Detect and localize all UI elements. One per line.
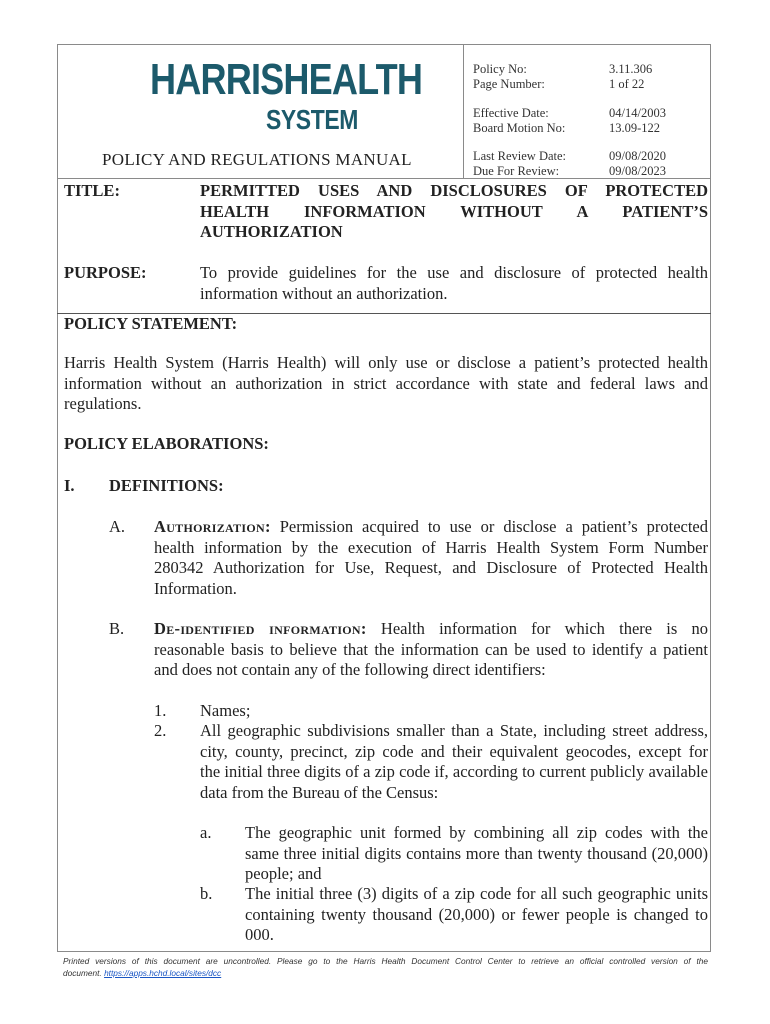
sub-a-line: same three initial digits contains more than twenty thousand (20,000) bbox=[245, 843, 708, 863]
policy-no-label: Policy No: bbox=[473, 62, 527, 76]
section-title: DEFINITIONS: bbox=[109, 476, 224, 495]
policy-no-value: 3.11.306 bbox=[609, 62, 653, 76]
due-review-label: Due For Review: bbox=[473, 164, 560, 178]
def-b-line: and does not contain any of the following direct identifiers: bbox=[154, 660, 546, 679]
def-a-term: Authorization: bbox=[154, 517, 271, 536]
def-b-line-1: De-identified information: Health information for which there is no bbox=[154, 619, 709, 638]
def-b-line: reasonable basis to believe that the information can be used to identify a patient bbox=[154, 639, 708, 659]
header-divider bbox=[463, 44, 464, 178]
footer-disclaimer bbox=[63, 955, 708, 979]
policy-elaborations-heading: POLICY ELABORATIONS: bbox=[64, 434, 269, 453]
item-2-line: All geographic subdivisions smaller than a State, including street address, bbox=[200, 721, 708, 740]
item-2-line: city, county, precinct, zip code and their equivalent geocodes, except for bbox=[200, 741, 708, 761]
item-2-text bbox=[200, 721, 708, 803]
effective-date-label: Effective Date: bbox=[473, 106, 549, 120]
def-b-text bbox=[154, 619, 708, 681]
effective-date-value: 04/14/2003 bbox=[609, 106, 666, 120]
sub-a-text bbox=[245, 823, 708, 885]
purpose-line: To provide guidelines for the use and disclosure of protected health bbox=[200, 263, 708, 282]
statement-line: information without an authorization in strict accordance with state and federal laws and bbox=[64, 373, 708, 393]
harris-health-logo bbox=[150, 55, 423, 135]
footer-line-2: document. https://apps.hchd.local/sites/dcc bbox=[63, 968, 222, 978]
page-number-value: 1 of 22 bbox=[609, 77, 645, 91]
sub-a-line: people; and bbox=[245, 864, 322, 883]
def-b-marker: B. bbox=[109, 619, 125, 638]
title-line: PERMITTED USES AND DISCLOSURES OF PROTECTED bbox=[200, 181, 708, 200]
page-number-label: Page Number: bbox=[473, 77, 545, 91]
sub-b-line: containing twenty thousand (20,000) or fewer people is changed to bbox=[245, 904, 708, 924]
last-review-label: Last Review Date: bbox=[473, 149, 567, 163]
item-2-marker: 2. bbox=[154, 721, 167, 740]
def-a-marker: A. bbox=[109, 517, 126, 536]
def-a-line-1: Authorization: Permission acquired to use or disclose a patient’s protected bbox=[154, 517, 709, 536]
footer-line-1: Printed versions of this document are uncontrolled. Please go to the Harris Health Document Control Center to retrieve an official controlled version of the bbox=[63, 956, 708, 966]
logo-text-system: SYSTEM bbox=[266, 104, 358, 135]
board-motion-label: Board Motion No: bbox=[473, 121, 566, 135]
item-1-text: Names; bbox=[200, 701, 251, 720]
def-a-line: Information. bbox=[154, 578, 237, 598]
dcc-link[interactable]: https://apps.hchd.local/sites/dcc bbox=[104, 968, 222, 978]
sub-a-marker: a. bbox=[200, 823, 212, 842]
purpose-label: PURPOSE: bbox=[64, 263, 147, 282]
manual-title: POLICY AND REGULATIONS MANUAL bbox=[102, 150, 412, 169]
def-a-text bbox=[154, 517, 708, 599]
title-line: AUTHORIZATION bbox=[200, 222, 343, 241]
board-motion-value: 13.09-122 bbox=[609, 121, 661, 135]
last-review-value: 09/08/2020 bbox=[609, 149, 666, 163]
due-review-value: 09/08/2023 bbox=[609, 164, 666, 178]
item-1-marker: 1. bbox=[154, 701, 167, 720]
purpose-text bbox=[200, 263, 708, 304]
statement-line: regulations. bbox=[64, 394, 142, 413]
item-2-line: the initial three digits of a zip code if, according to current publicly available bbox=[200, 762, 708, 781]
sub-b-marker: b. bbox=[200, 884, 213, 903]
policy-statement-heading: POLICY STATEMENT: bbox=[64, 314, 238, 333]
title-divider bbox=[57, 178, 711, 179]
sub-b-line: 000. bbox=[245, 925, 274, 944]
title-line: HEALTH INFORMATION WITHOUT A PATIENT’S bbox=[200, 201, 708, 221]
item-2-line: data from the Bureau of the Census: bbox=[200, 782, 439, 802]
section-number: I. bbox=[64, 476, 75, 495]
policy-statement-text bbox=[64, 353, 708, 415]
purpose-line: information without an authorization. bbox=[200, 283, 448, 303]
def-a-line: 280342 Authorization for Use, Request, and Disclosure of Protected Health bbox=[154, 558, 708, 577]
def-b-term: De-identified information: bbox=[154, 619, 367, 638]
logo-text-harrishealth: HARRISHEALTH bbox=[150, 55, 423, 104]
def-a-line: health information by the execution of Harris Health System Form Number bbox=[154, 537, 708, 557]
statement-line: Harris Health System (Harris Health) will only use or disclose a patient’s protected health bbox=[64, 353, 708, 372]
sub-b-text bbox=[245, 884, 708, 946]
title-label: TITLE: bbox=[64, 181, 120, 200]
policy-title bbox=[200, 181, 708, 243]
sub-b-line: The initial three (3) digits of a zip code for all such geographic units bbox=[245, 884, 708, 903]
sub-a-line: The geographic unit formed by combining all zip codes with the bbox=[245, 823, 708, 842]
